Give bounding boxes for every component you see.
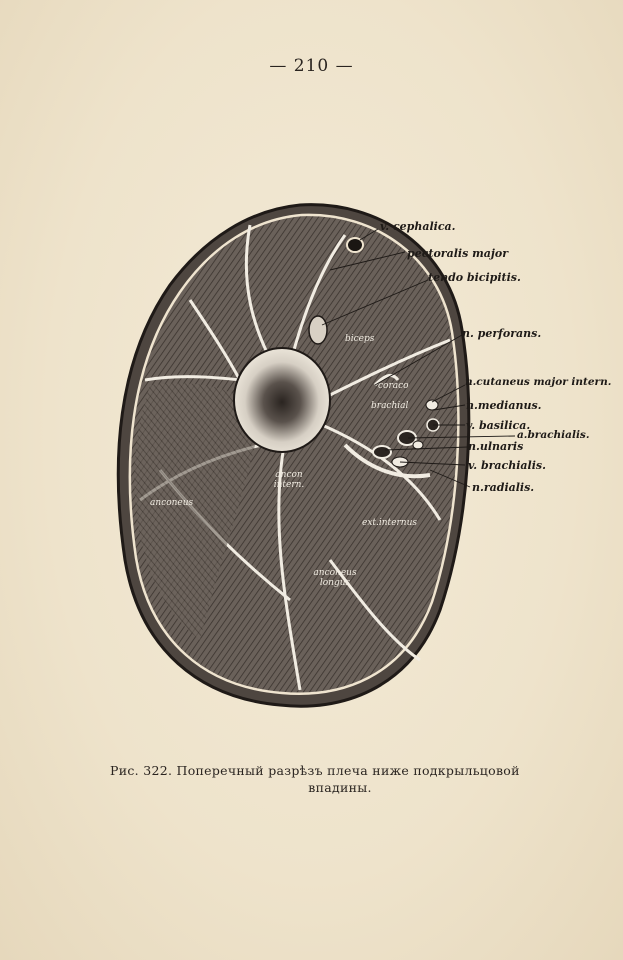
label-n-perforans: n. perforans. bbox=[462, 327, 542, 340]
label-n-ulnaris: n.ulnaris bbox=[468, 440, 524, 453]
label-n-medianus: n.medianus. bbox=[466, 399, 542, 412]
ancon-intern-label: ancon intern. bbox=[273, 470, 305, 490]
caption-line-2: впадины. bbox=[308, 780, 372, 795]
label-v-basilica: v. basilica. bbox=[466, 419, 531, 432]
label-n-cutaneus: n.cutaneus major intern. bbox=[465, 376, 612, 388]
coraco-label: coraco bbox=[378, 381, 409, 391]
figure-caption bbox=[110, 762, 570, 796]
ancon-longus-label: anconeus longus bbox=[313, 568, 357, 588]
label-tendo-bicipitis: tendo bicipitis. bbox=[428, 271, 521, 284]
label-pectoralis-major: pectoralis major bbox=[407, 247, 508, 260]
humerus-bone bbox=[234, 348, 330, 452]
label-n-radialis: n.radialis. bbox=[472, 481, 535, 494]
brachial-label: brachial bbox=[371, 401, 409, 411]
label-v-brachialis: v. brachialis. bbox=[468, 459, 546, 472]
ext-internus-label: ext.internus bbox=[362, 518, 418, 528]
page-number: — 210 — bbox=[269, 56, 354, 76]
biceps-label: biceps bbox=[345, 334, 375, 344]
anconeus-label: anconeus bbox=[150, 498, 194, 508]
caption-line-1: Рис. 322. Поперечный разрѣзъ плеча ниже подкрыльцовой bbox=[110, 763, 520, 778]
label-v-cephalica: v. cephalica. bbox=[380, 220, 456, 233]
label-a-brachialis: a.brachialis. bbox=[517, 429, 590, 441]
